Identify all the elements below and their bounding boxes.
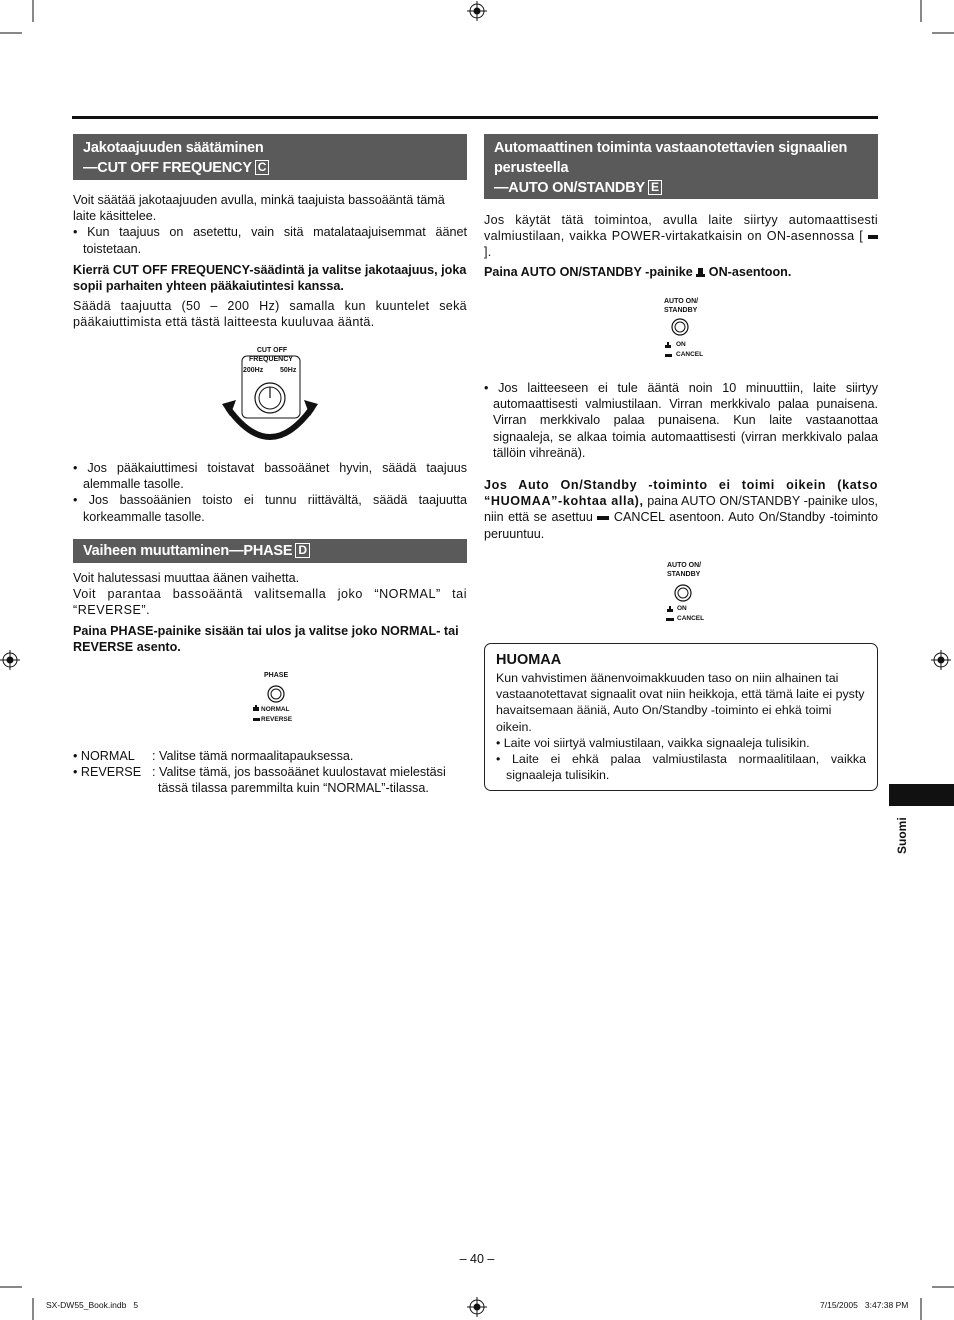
letter-badge: C <box>255 160 269 175</box>
intro-text: Jos käytät tätä toimintoa, avulla laite siirtyy automaattisesti valmiustilaan, vaikka POWER-virtakatkaisin on ON-asennossa [ <box>484 213 878 244</box>
cut-off-instruction: Kierrä CUT OFF FREQUENCY-säädintä ja valitse jakotaajuus, joka sopii parhaiten yhteen pääkaiutintesi kanssa. <box>73 263 467 294</box>
button-label-1: AUTO ON/ <box>667 562 702 569</box>
troubleshoot-bold: Jos Auto On/Standby -toiminto ei toimi oikein (katso “HUOMAA”-kohtaa alla), <box>484 478 878 509</box>
switch-off-symbol-icon <box>868 235 878 239</box>
switch-cancel-symbol-icon <box>597 516 609 520</box>
option-text: : Valitse tämä normaalitapauksessa. <box>152 749 354 763</box>
note-box <box>484 643 878 791</box>
dial-label-2: FREQUENCY <box>249 356 293 363</box>
button-label-2: STANDBY <box>667 571 701 578</box>
option-normal <box>73 748 467 764</box>
bullet-item: • Kun taajuus on asetettu, vain sitä matalataajuisemmat äänet toistetaan. <box>73 225 467 256</box>
footer-file: SX-DW55_Book.indb 5 <box>46 1300 139 1310</box>
intro-end: ]. <box>484 245 492 260</box>
language-tab <box>889 784 954 806</box>
note-title: HUOMAA <box>496 652 562 668</box>
bullet-item: • Jos pääkaiuttimesi toistavat bassoäänet hyvin, säädä taajuus alemmalle tasolle. <box>73 461 467 492</box>
pos-on: ON <box>677 605 687 612</box>
option-label: • REVERSE <box>73 765 142 780</box>
option-label: • NORMAL <box>73 749 135 763</box>
button-label-1: AUTO ON/ <box>664 298 699 305</box>
note-paragraph: Kun vahvistimen äänenvoimakkuuden taso on niin alhainen tai vastaanotettavat signaalit ovat niin heikkoja, että tämä laite ei pysty havaitsemaan ääniä, Auto On/Standby -toiminto ei ehkä toimi oikein. <box>496 671 865 734</box>
phase-intro <box>73 570 467 619</box>
intro-text: Voit säätää jakotaajuuden avulla, minkä taajuista bassoääntä tämä laite käsittelee. <box>73 193 445 224</box>
option-text: : Valitse tämä, jos bassoäänet kuulostavat mielestäsi tässä tilassa paremmilta kuin “NORMAL”-tilassa. <box>152 765 446 796</box>
phase-line-2: Voit parantaa bassoääntä valitsemalla joko “NORMAL” tai “REVERSE”. <box>73 587 467 618</box>
option-reverse <box>73 764 467 796</box>
note-bullet: • Laite voi siirtyä valmiustilaan, vaikka signaaleja tulisikin. <box>496 735 810 750</box>
header-line-1: Jakotaajuuden säätäminen <box>83 140 264 156</box>
auto-standby-button-illustration-2 <box>663 560 713 626</box>
phase-line-1: Voit halutessasi muuttaa äänen vaihetta. <box>73 571 300 585</box>
instruction-end: ON-asentoon. <box>708 265 792 279</box>
letter-badge: E <box>648 180 662 195</box>
troubleshoot-end: CANCEL asentoon. Auto On/Standby -toiminto peruuntuu. <box>484 510 879 541</box>
cut-off-bullets <box>73 460 467 525</box>
phase-pos-reverse: REVERSE <box>261 716 293 723</box>
section-header-cut-off-frequency <box>73 134 467 180</box>
header-title: Vaiheen muuttaminen—PHASE <box>83 543 293 559</box>
page-number: – 40 – <box>459 1252 495 1266</box>
phase-label: PHASE <box>264 672 289 679</box>
phase-button-illustration <box>250 672 300 728</box>
phase-instruction: Paina PHASE-painike sisään tai ulos ja valitse joko NORMAL- tai REVERSE asento. <box>73 624 459 655</box>
note-text <box>496 670 866 783</box>
switch-on-symbol-icon <box>696 268 705 277</box>
note-bullet: • Laite ei ehkä palaa valmiustilasta normaalitilaan, vaikka signaaleja tulisikin. <box>496 752 866 783</box>
header-line-1: Automaattinen toiminta vastaanotettavien signaalien <box>494 140 848 156</box>
dial-left-value: 200Hz <box>243 367 264 374</box>
instruction-text: Paina AUTO ON/STANDBY -painike <box>484 265 693 279</box>
header-line-2: perusteella <box>494 160 569 176</box>
auto-intro <box>484 212 878 261</box>
phase-options <box>73 748 467 797</box>
section-header-phase <box>73 539 467 563</box>
dial-right-value: 50Hz <box>280 367 297 374</box>
pos-on: ON <box>676 341 686 348</box>
header-line-3: —AUTO ON/STANDBY <box>494 180 645 196</box>
troubleshoot-text: paina AUTO ON/STANDBY -painike ulos, niin että se asettuu <box>484 494 878 525</box>
language-label-text: Suomi <box>895 817 909 854</box>
cut-off-body: Säädä taajuutta (50 – 200 Hz) samalla kun kuuntelet sekä pääkaiuttimista että tästä laitteesta kuuluvaa ääntä. <box>73 299 467 330</box>
phase-pos-normal: NORMAL <box>261 706 290 713</box>
auto-troubleshoot <box>484 477 878 542</box>
bullet-item: • Jos bassoäänien toisto ei tunnu riittävältä, säädä taajuutta korkeammalle tasolle. <box>73 493 467 524</box>
pos-cancel: CANCEL <box>677 615 705 622</box>
auto-instruction <box>484 264 878 280</box>
language-label <box>895 808 915 854</box>
letter-badge: D <box>295 543 309 558</box>
auto-standby-button-illustration-1 <box>660 296 710 362</box>
header-line-2: —CUT OFF FREQUENCY <box>83 160 252 176</box>
dial-label-1: CUT OFF <box>256 347 288 354</box>
button-label-2: STANDBY <box>664 307 698 314</box>
top-rule <box>72 116 878 119</box>
cut-off-dial-illustration <box>222 346 322 446</box>
cut-off-intro <box>73 192 467 257</box>
pos-cancel: CANCEL <box>676 351 704 358</box>
auto-bullet: • Jos laitteeseen ei tule ääntä noin 10 minuuttiin, laite siirtyy automaattisesti valmiustilaan. Virran merkkivalo palaa punaisena. Virran merkkivalo palaa punaisena. Kun laite vastaanottaa signaaleja, se alkaa toimia automaattisesti (virran merkkivalo palaa tällöin vihreänä). <box>484 381 878 460</box>
footer-date: 7/15/2005 3:47:38 PM <box>820 1300 909 1310</box>
section-header-auto-standby <box>484 134 878 199</box>
